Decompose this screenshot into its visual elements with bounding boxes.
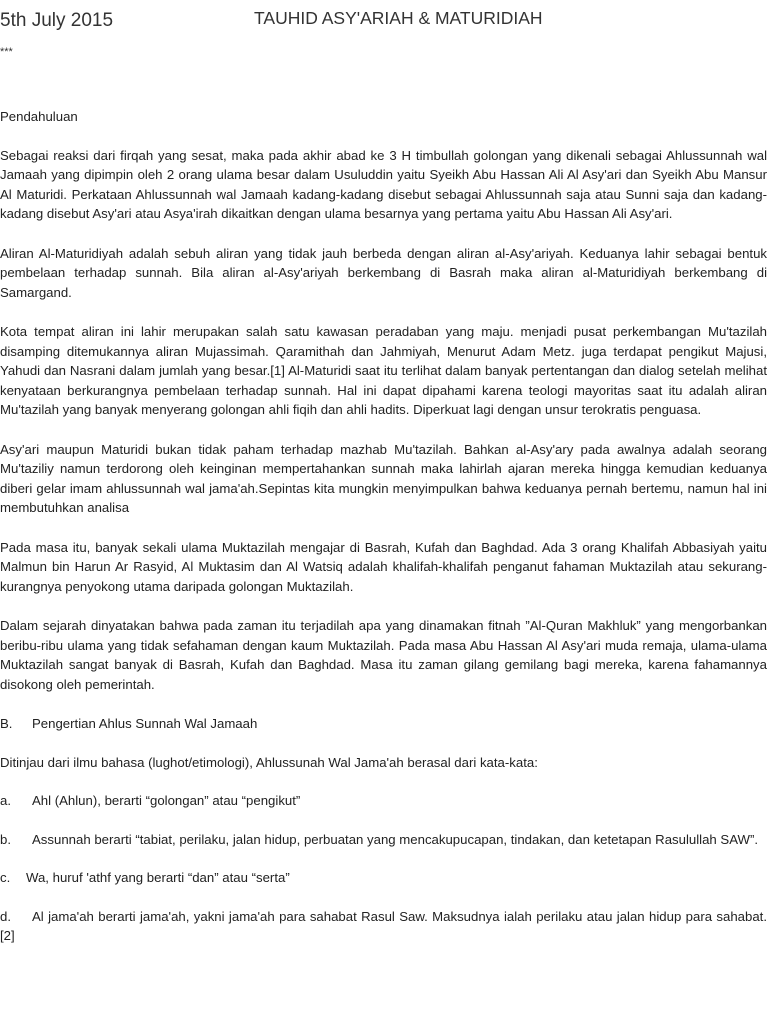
list-item-a [0,791,767,811]
document-body [0,107,767,965]
list-item-marker: c. [0,870,11,885]
list-item-text: Assunnah berarti “tabiat, perilaku, jalan hidup, perbuatan yang mencakupucapan, tindakan, dan ketetapan Rasulullah SAW”. [32,831,759,847]
intro-heading: Pendahuluan [0,109,78,124]
list-item-marker: a. [0,793,11,808]
document-date: 5th July 2015 [0,10,114,31]
paragraph-4: Asy'ari maupun Maturidi bukan tidak paham terhadap mazhab Mu'tazilah. Bahkan al-Asy'ary pada awalnya adalah seorang Mu'taziliy namun terdorong oleh keinginan mempertahankan sunnah maka lahirlah ajaran mereka hingga kemudian keduanya diberi gelar imam ahlussunnah wal jama'ah.Sepintas kita mungkin menyimpulkan bahwa keduanya pernah bertemu, namun hal ini membutuhkan analisa [0,441,767,515]
list-item-d [0,907,767,946]
paragraph-1: Sebagai reaksi dari firqah yang sesat, maka pada akhir abad ke 3 H timbullah golongan yang dikenali sebagai Ahlussunnah wal Jamaah yang dipimpin oleh 2 orang ulama besar dalam Usuluddin yaitu Syeikh Abu Hassan Ali Al Asy'ari dan Syeikh Abu Mansur Al Maturidi. Perkataan Ahlussunnah wal Jamaah kadang-kadang disebut sebagai Ahlussunnah saja atau Sunni saja dan kadang-kadang disebut Asy'ari atau Asya'irah dikaitkan dengan ulama besarnya yang pertama yaitu Abu Hassan Ali Asy'ari. [0,147,767,221]
list-item-marker: b. [0,831,11,847]
separator-asterisks: *** [0,46,13,58]
paragraph-3: Kota tempat aliran ini lahir merupakan salah satu kawasan peradaban yang maju. menjadi pusat perkembangan Mu'tazilah disamping ditemukannya aliran Mujassimah. Qaramithah dan Jahmiyah, Menurut Adam Metz. juga terdapat pengikut Majusi, Yahudi dan Nasrani dalam jumlah yang besar.[1] Al-Maturidi saat itu terlihat dalam banyak pertentangan dan dialog setelah melihat kenyataan berkurangnya pembelaan terhadap sunnah. Hal ini dapat dipahami karena teologi mayoritas saat itu adalah aliran Mu'tazilah yang banyak menyerang golongan ahli fiqih dan ahli hadits. Diperkuat lagi dengan unsur terokratis penguasa. [0,324,767,417]
list-item-b [0,830,767,850]
section-b-heading [0,714,767,734]
section-b-marker: B. [0,716,13,731]
section-b-intro: Ditinjau dari ilmu bahasa (lughot/etimologi), Ahlussunah Wal Jama'ah berasal dari kata-kata: [0,754,538,770]
paragraph-2: Aliran Al-Maturidiyah adalah sebuh aliran yang tidak jauh berbeda dengan aliran al-Asy'ariyah. Keduanya lahir sebagai bentuk pembelaan terhadap sunnah. Bila aliran al-Asy'ariyah berkembang di Basrah maka aliran al-Maturidiyah berkembang di Samargand. [0,245,767,300]
list-item-text: Wa, huruf 'athf yang berarti “dan” atau “serta” [26,870,290,885]
paragraph-5: Pada masa itu, banyak sekali ulama Muktazilah mengajar di Basrah, Kufah dan Baghdad. Ada 3 orang Khalifah Abbasiyah yaitu Malmun bin Harun Ar Rasyid, Al Muktasim dan Al Watsiq adalah khalifah-khalifah penganut fahaman Muktazilah atau sekurang-kurangnya penyokong utama daripada golongan Muktazilah. [0,539,767,594]
list-item-text: Al jama'ah berarti jama'ah, yakni jama'ah para sahabat Rasul Saw. Maksudnya ialah perilaku atau jalan hidup para sahabat.[2] [0,908,767,943]
paragraph-6: Dalam sejarah dinyatakan bahwa pada zaman itu terjadilah apa yang dinamakan fitnah ”Al-Quran Makhluk” yang mengorbankan beribu-ribu ulama yang tidak sefahaman dengan kaum Muktazilah. Pada masa Abu Hassan Al Asy'ari muda remaja, ulama-ulama Muktazilah sangat banyak di Basrah, Kufah dan Baghdad. Masa itu zaman gilang gemilang bagi mereka, karena fahamannya disokong oleh pemerintah. [0,618,767,692]
section-b-title: Pengertian Ahlus Sunnah Wal Jamaah [32,716,258,731]
list-item-marker: d. [0,908,11,924]
document-title: TAUHID ASY'ARIAH & MATURIDIAH [254,8,543,28]
list-item-c [0,868,767,888]
list-item-text: Ahl (Ahlun), berarti “golongan” atau “pengikut” [32,793,301,808]
